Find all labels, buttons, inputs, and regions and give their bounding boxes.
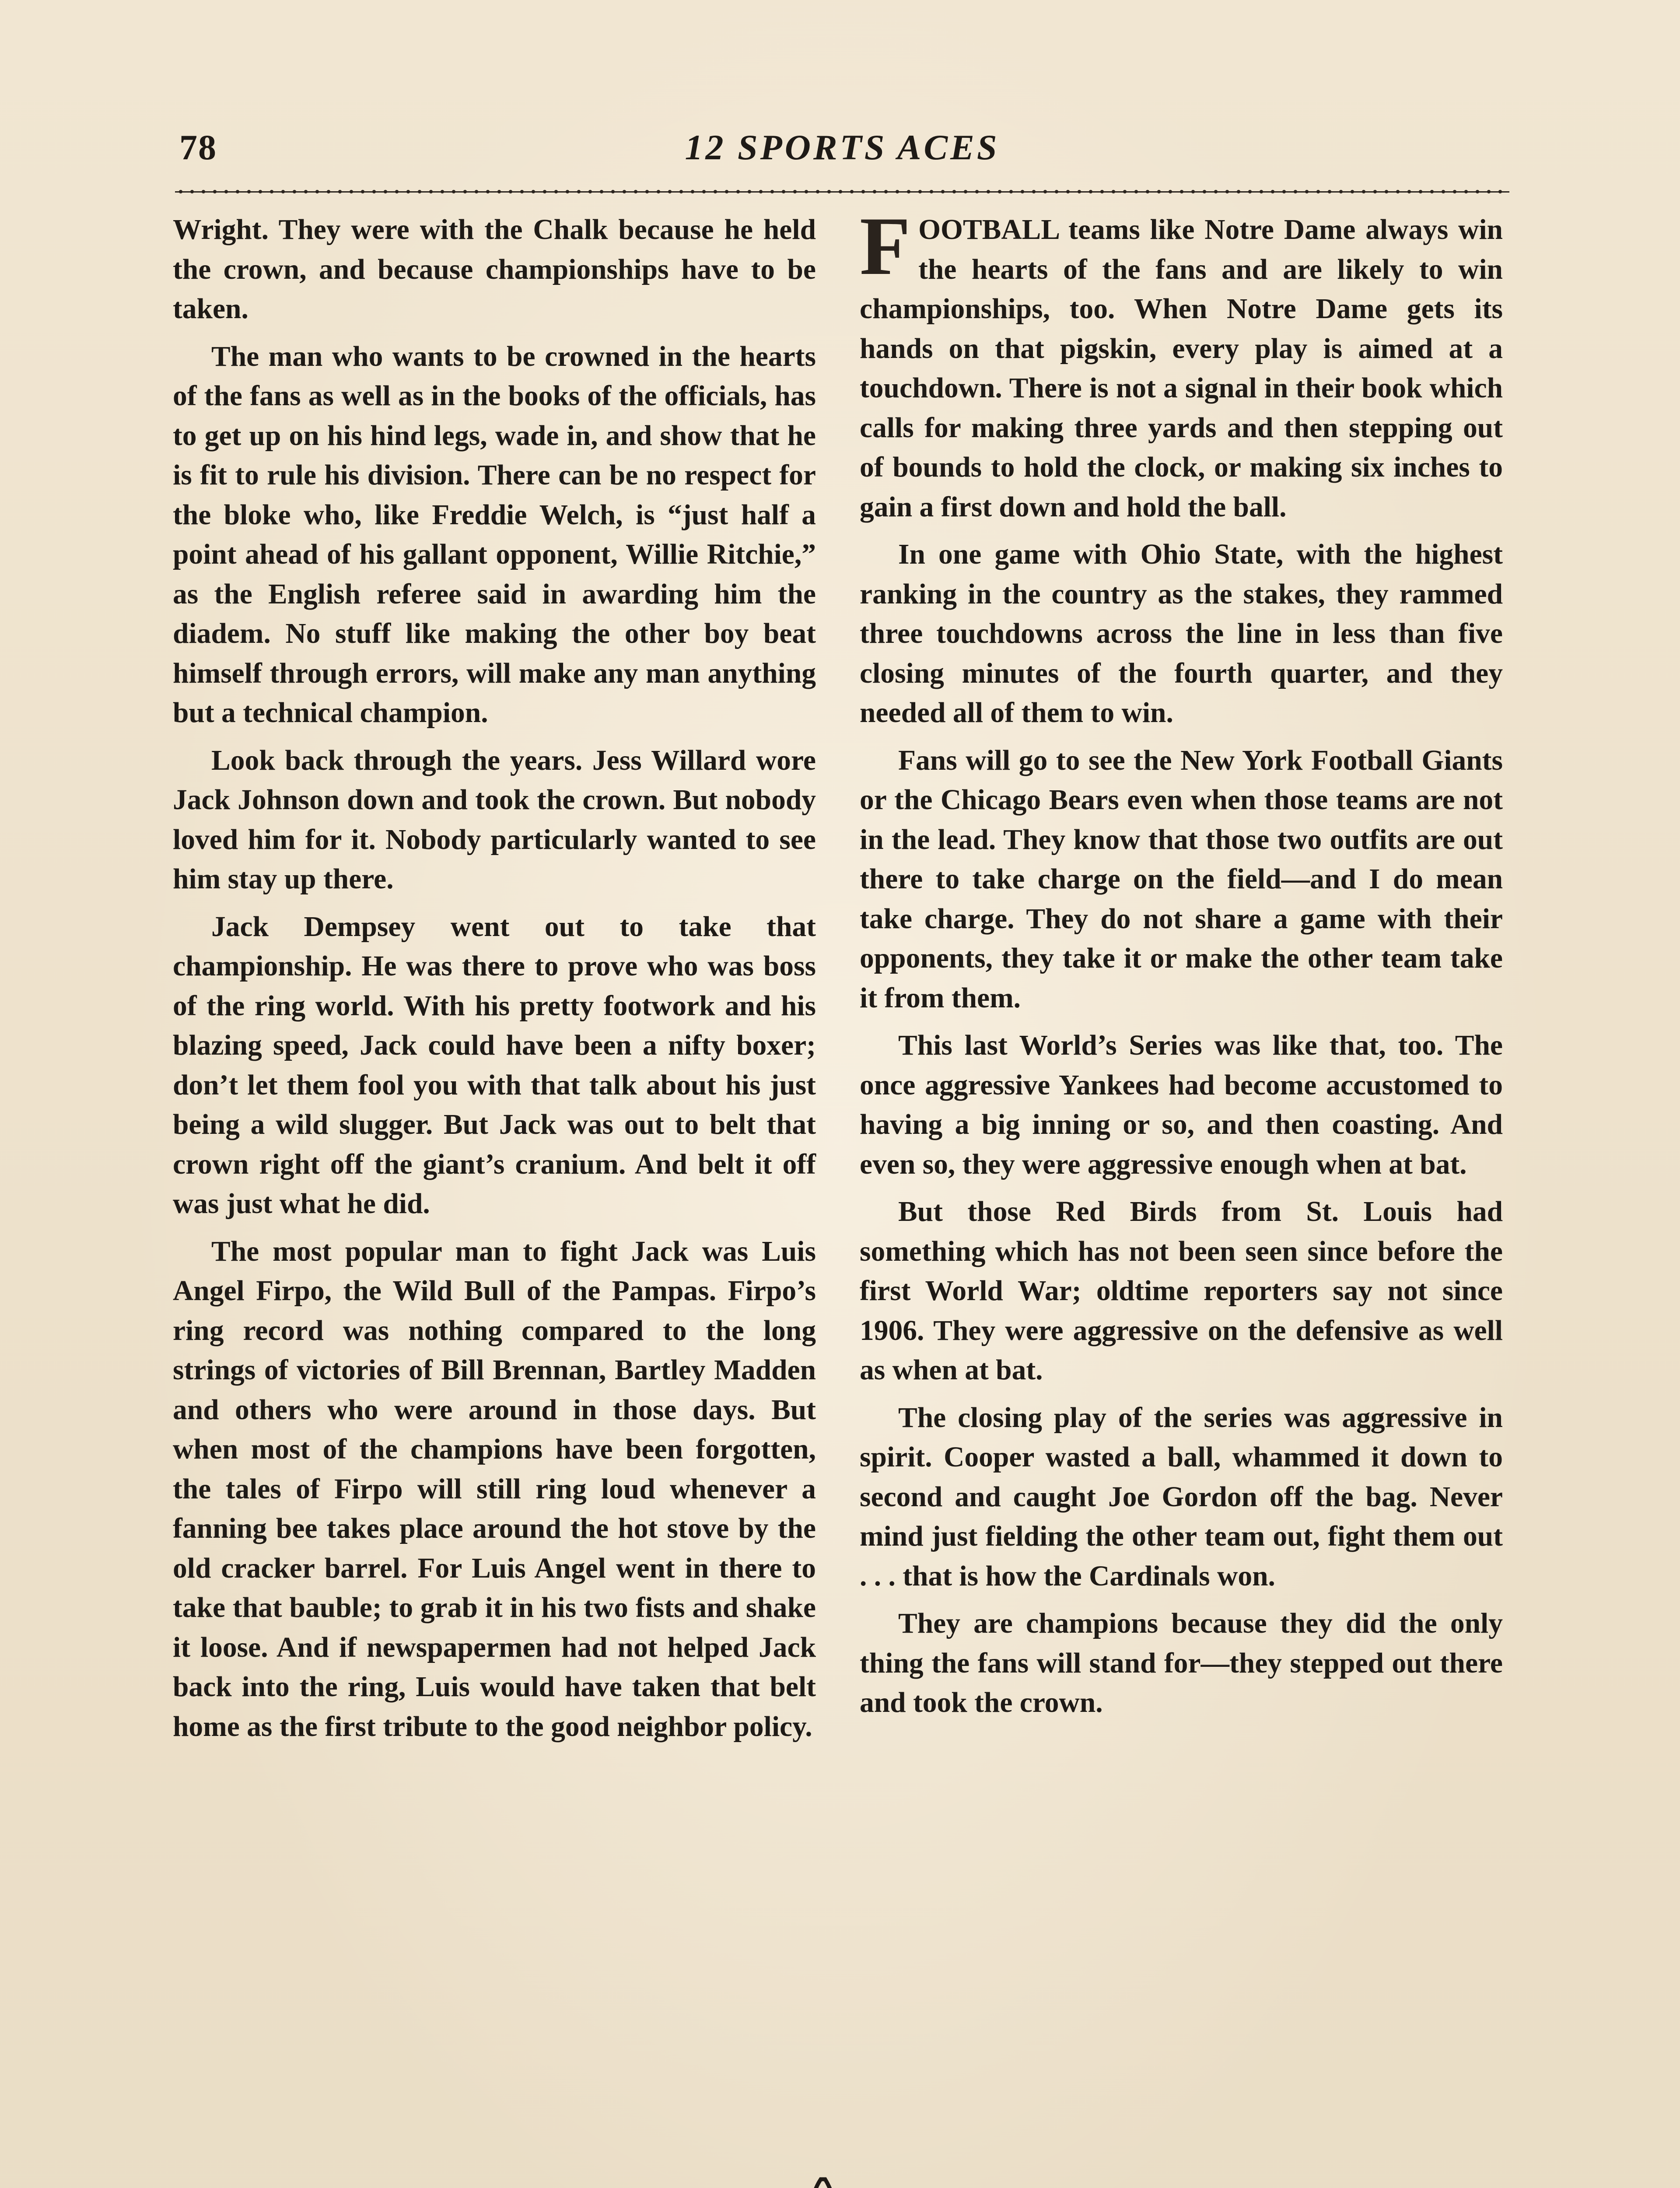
paragraph: This last World’s Series was like that, too. The once aggressive Yankees had become accustomed to having a big inning or so, and then coasting. And even so, they were aggressive enough when at bat. (860, 1030, 1503, 1180)
dotted-header-rule (175, 187, 1509, 196)
right-column (860, 200, 1503, 1731)
paragraph: In one game with Ohio State, with the highest ranking in the country as the stakes, they rammed three touchdowns across the line in less than five closing minutes of the fourth quarter, and they needed all of them to win. (860, 539, 1503, 729)
paragraph: The most popular man to fight Jack was Luis Angel Firpo, the Wild Bull of the Pampas. Firpo’s ring record was nothing compared to the long strings of victories of Bill Brennan, Bartley Madden and others who were around in those days. But when most of the champions have been forgotten, the tales of Firpo will still ring loud whenever a fanning bee takes place around the hot stove by the old cracker barrel. For Luis Angel went in there to take that bauble; to grab it in his two fists and shake it loose. And if newspapermen had not helped Jack back into the ring, Luis would have taken that belt home as the first tribute to the good neighbor policy. (173, 1235, 816, 1743)
paragraph: But those Red Birds from St. Louis had something which has not been seen since before the first World War; oldtime reporters say not since 1906. They were aggressive on the defensive as well as when at bat. (860, 1196, 1503, 1386)
paragraph: The closing play of the series was aggressive in spirit. Cooper wasted a ball, whammed it down to second and caught Joe Gordon off the bag. Never mind just fielding the other team out, fight them out . . . that is how the Cardinals won. (860, 1402, 1503, 1592)
paragraph: Jack Dempsey went out to take that championship. He was there to prove who was boss of the ring world. With his pretty footwork and his blazing speed, Jack could have been a nifty boxer; don’t let them fool you with that talk about his just being a wild slugger. But Jack was out to belt that crown right off the giant’s cranium. And belt it off was just what he did. (173, 911, 816, 1220)
boxing-glove-icon (735, 2170, 919, 2188)
paragraph: Look back through the years. Jess Willard wore Jack Johnson down and took the crown. But nobody loved him for it. Nobody particularly wanted to see him stay up there. (173, 744, 816, 895)
page-header (175, 123, 1509, 184)
opening-paragraph (860, 200, 1503, 527)
paragraph: They are champions because they did the only thing the fans will stand for—they stepped out there and took the crown. (860, 1608, 1503, 1718)
page-number: 78 (179, 127, 217, 167)
opening-paragraph-text: OOTBALL teams like Notre Dame always win the hearts of the fans and are likely to win championships, too. When Notre Dame gets its hands on that pigskin, every play is aimed at a touchdown. There is not a signal in their book which calls for making three yards and then stepping out of bounds to hold the clock, or making six inches to gain a first down and hold the ball. (860, 214, 1503, 523)
paragraph: Wright. They were with the Chalk because he held the crown, and because championships have to be taken. (173, 214, 816, 325)
drop-cap: F (860, 200, 911, 292)
left-column (173, 210, 816, 1754)
paragraph: Fans will go to see the New York Football Giants or the Chicago Bears even when those teams are not in the lead. They know that those two outfits are out there to take charge on the field—and I do mean take charge. They do not share a game with their opponents, they take it or make the other team take it from them. (860, 744, 1503, 1014)
paragraph: The man who wants to be crowned in the hearts of the fans as well as in the books of the officials, has to get up on his hind legs, wade in, and show that he is fit to rule his division. There can be no respect for the bloke who, like Freddie Welch, is “just half a point ahead of his gallant opponent, Willie Ritchie,” as the English referee said in awarding him the diadem. No stuff like making the other boy beat himself through errors, will make any man anything but a technical champion. (173, 340, 816, 729)
running-title: 12 SPORTS ACES (685, 127, 1000, 167)
